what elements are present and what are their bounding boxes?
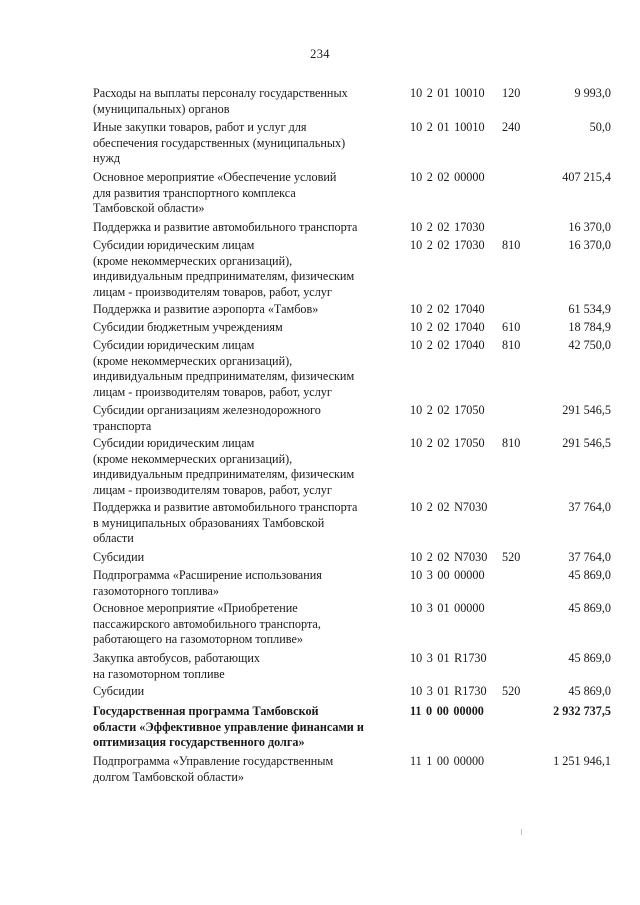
row-code: 10 3 01 R1730 xyxy=(410,684,487,698)
row-code: 10 3 01 00000 xyxy=(410,601,485,615)
page-number: 234 xyxy=(310,47,330,61)
row-expense-type: 520 xyxy=(502,684,521,698)
row-name: Иные закупки товаров, работ и услуг для обеспечения государственных (муниципальных) нужд xyxy=(93,120,346,166)
row-expense-type: 240 xyxy=(502,120,521,134)
row-name: Расходы на выплаты персоналу государственных (муниципальных) органов xyxy=(93,86,348,116)
row-amount: 45 869,0 xyxy=(568,684,611,698)
row-amount: 2 932 737,5 xyxy=(553,704,611,718)
row-code: 10 2 01 10010 xyxy=(410,120,485,134)
row-name: Основное мероприятие «Приобретение пассажирского автомобильного транспорта, работающего на газомоторном топливе» xyxy=(93,601,321,647)
row-amount: 291 546,5 xyxy=(562,403,611,417)
row-code: 10 2 02 17050 xyxy=(410,403,485,417)
row-expense-type: 810 xyxy=(502,238,521,252)
row-expense-type: 120 xyxy=(502,86,521,100)
scan-artifact xyxy=(521,829,522,835)
row-name: Поддержка и развитие аэропорта «Тамбов» xyxy=(93,302,319,316)
row-amount: 16 370,0 xyxy=(568,220,611,234)
row-amount: 45 869,0 xyxy=(568,568,611,582)
row-amount: 407 215,4 xyxy=(562,170,611,184)
row-code: 10 2 02 17030 xyxy=(410,238,485,252)
row-amount: 61 534,9 xyxy=(568,302,611,316)
row-expense-type: 810 xyxy=(502,436,521,450)
row-code: 10 2 01 10010 xyxy=(410,86,485,100)
row-amount: 37 764,0 xyxy=(568,550,611,564)
row-name: Государственная программа Тамбовской области «Эффективное управление финансами и оптимизация государственного долга» xyxy=(93,704,364,750)
row-code: 10 2 02 00000 xyxy=(410,170,485,184)
row-expense-type: 610 xyxy=(502,320,521,334)
row-code: 10 2 02 17040 xyxy=(410,302,485,316)
row-code: 10 2 02 17050 xyxy=(410,436,485,450)
row-amount: 45 869,0 xyxy=(568,651,611,665)
row-name: Субсидии xyxy=(93,550,145,564)
row-expense-type: 520 xyxy=(502,550,521,564)
row-amount: 50,0 xyxy=(589,120,611,134)
row-amount: 18 784,9 xyxy=(568,320,611,334)
row-code: 10 3 00 00000 xyxy=(410,568,485,582)
row-code: 10 2 02 N7030 xyxy=(410,550,488,564)
row-amount: 1 251 946,1 xyxy=(553,754,611,768)
row-name: Поддержка и развитие автомобильного транспорта в муниципальных образованиях Тамбовской области xyxy=(93,500,358,546)
row-code: 10 2 02 17040 xyxy=(410,338,485,352)
row-name: Поддержка и развитие автомобильного транспорта xyxy=(93,220,358,234)
row-name: Субсидии юридическим лицам (кроме некоммерческих организаций), индивидуальным предпринимателям, физическим лицам - производителям товаров, работ, услуг xyxy=(93,238,355,299)
row-name: Субсидии организациям железнодорожного транспорта xyxy=(93,403,321,433)
row-amount: 37 764,0 xyxy=(568,500,611,514)
row-amount: 45 869,0 xyxy=(568,601,611,615)
row-amount: 9 993,0 xyxy=(574,86,611,100)
row-name: Субсидии юридическим лицам (кроме некоммерческих организаций), индивидуальным предпринимателям, физическим лицам - производителям товаров, работ, услуг xyxy=(93,436,355,497)
row-name: Основное мероприятие «Обеспечение условий для развития транспортного комплекса Тамбовской области» xyxy=(93,170,337,216)
row-name: Субсидии xyxy=(93,684,145,698)
row-code: 10 2 02 N7030 xyxy=(410,500,488,514)
row-name: Субсидии бюджетным учреждениям xyxy=(93,320,283,334)
row-code: 10 2 02 17040 xyxy=(410,320,485,334)
row-amount: 42 750,0 xyxy=(568,338,611,352)
row-amount: 16 370,0 xyxy=(568,238,611,252)
row-name: Подпрограмма «Расширение использования газомоторного топлива» xyxy=(93,568,322,598)
row-code: 11 0 00 00000 xyxy=(410,704,484,718)
row-code: 11 1 00 00000 xyxy=(410,754,485,768)
row-name: Закупка автобусов, работающих на газомоторном топливе xyxy=(93,651,260,681)
row-expense-type: 810 xyxy=(502,338,521,352)
row-name: Субсидии юридическим лицам (кроме некоммерческих организаций), индивидуальным предпринимателям, физическим лицам - производителям товаров, работ, услуг xyxy=(93,338,355,399)
row-code: 10 2 02 17030 xyxy=(410,220,485,234)
row-code: 10 3 01 R1730 xyxy=(410,651,487,665)
row-name: Подпрограмма «Управление государственным долгом Тамбовской области» xyxy=(93,754,334,784)
row-amount: 291 546,5 xyxy=(562,436,611,450)
